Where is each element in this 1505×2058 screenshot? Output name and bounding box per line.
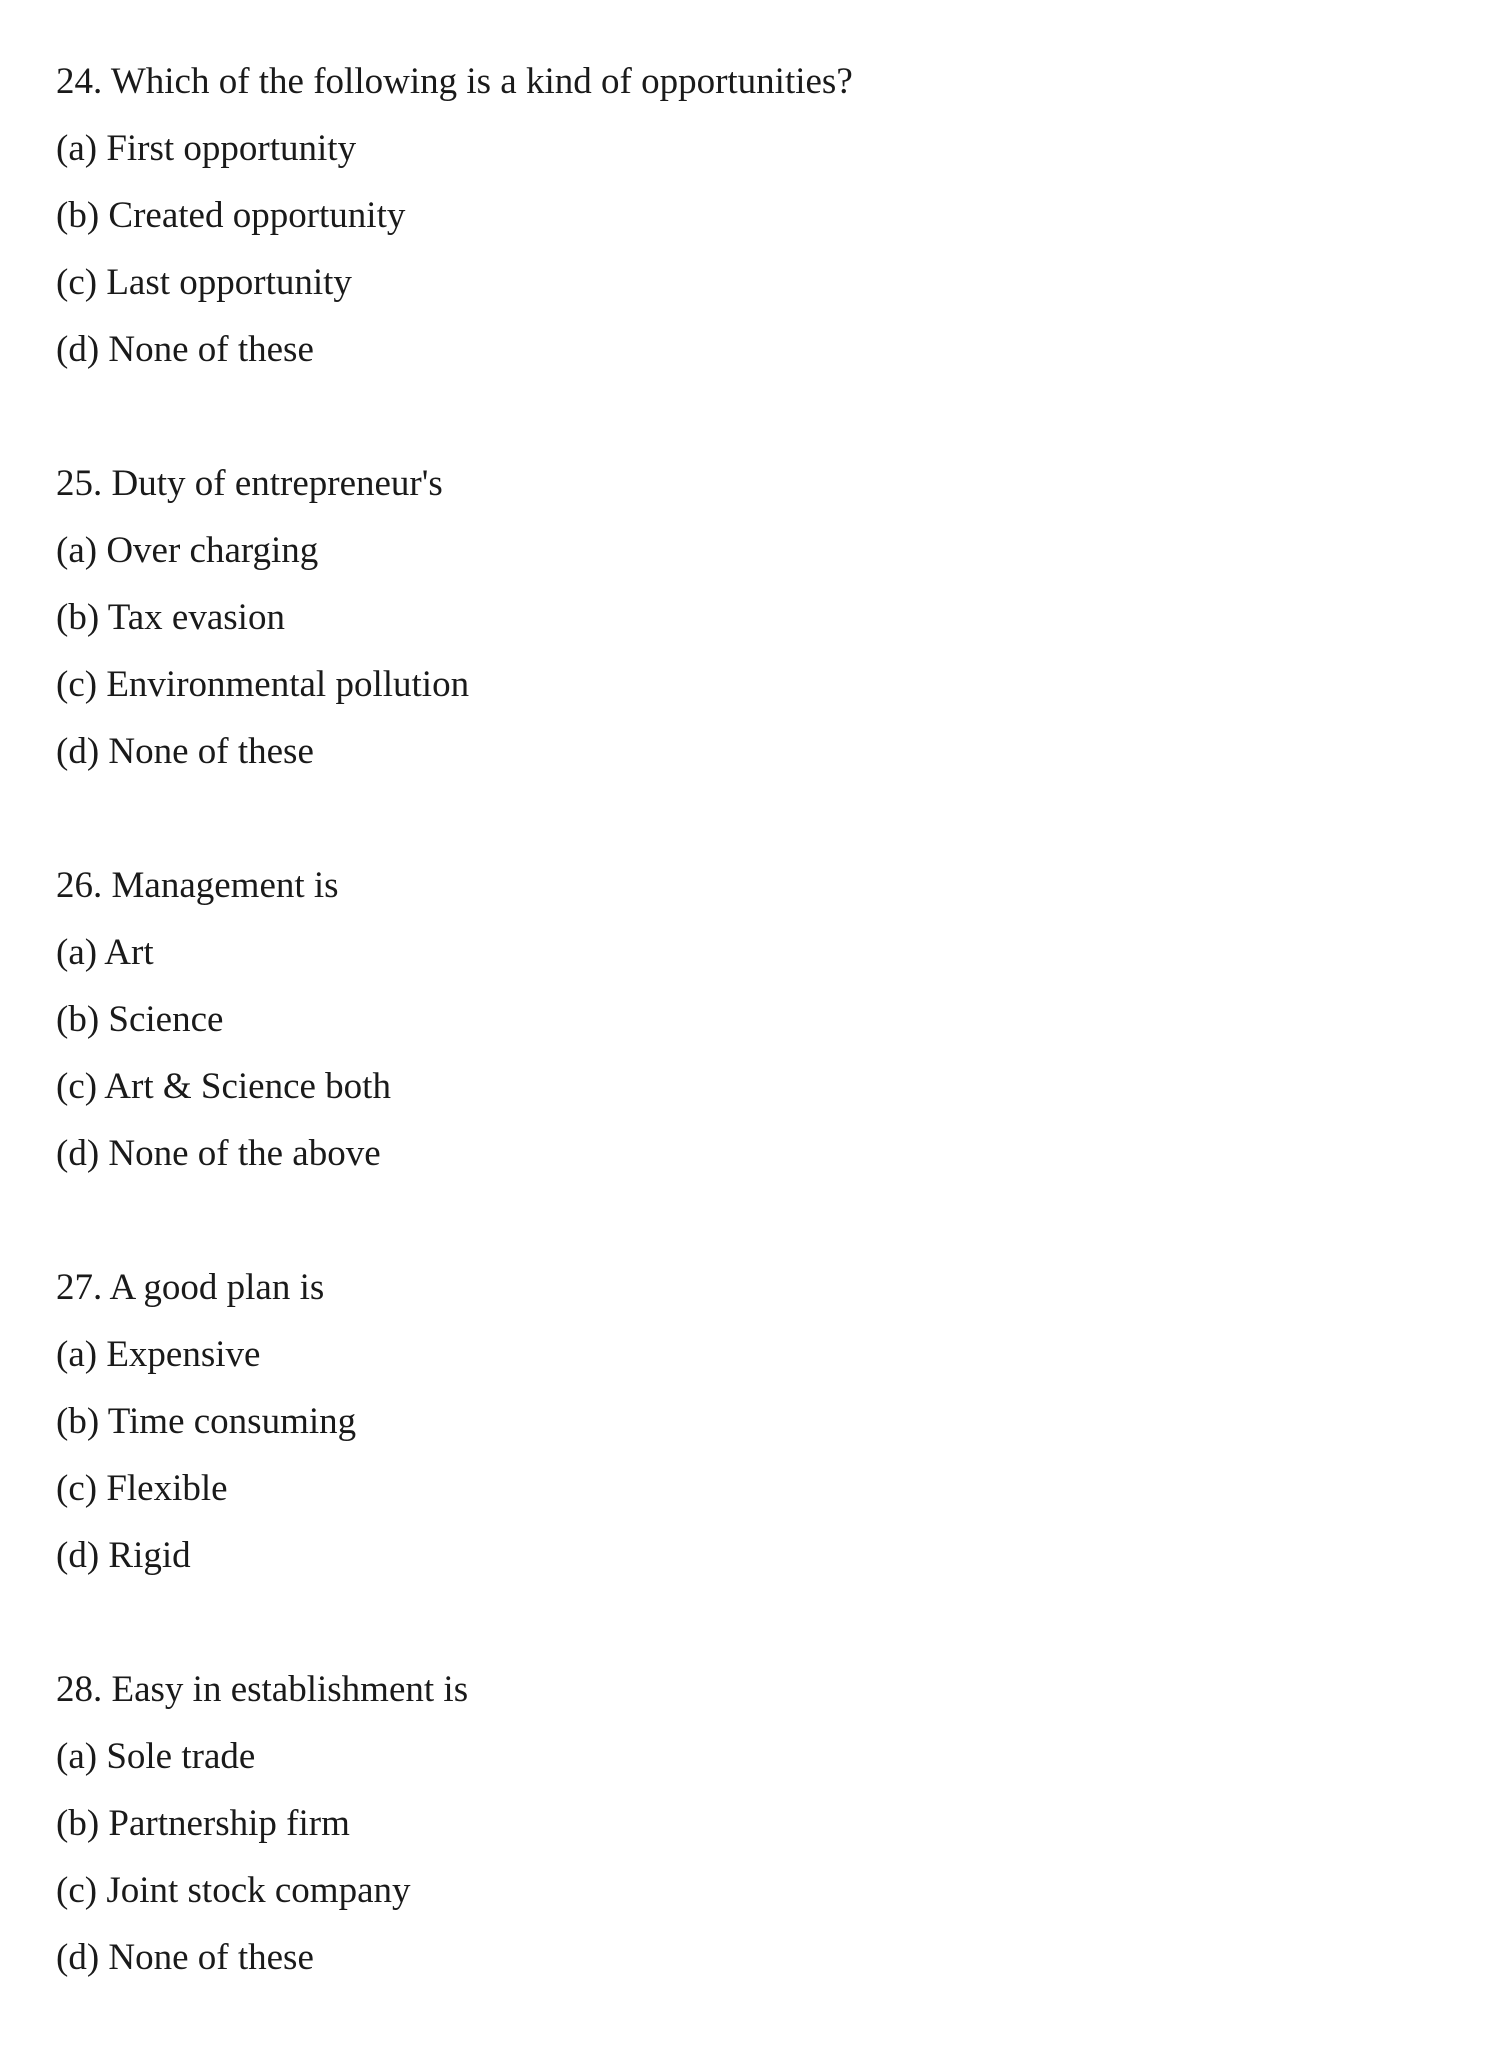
option-d: (d) None of these	[56, 329, 314, 370]
option-d: (d) None of these	[56, 731, 314, 772]
question-text: 28. Easy in establishment is	[56, 1669, 469, 1710]
option-c: (c) Flexible	[56, 1468, 228, 1509]
option-a: (a) Art	[56, 932, 154, 973]
option-d: (d) None of the above	[56, 1133, 381, 1174]
option-a: (a) Over charging	[56, 530, 319, 571]
question-text: 24. Which of the following is a kind of opportunities?	[56, 61, 853, 102]
option-c: (c) Last opportunity	[56, 262, 352, 303]
option-b: (b) Time consuming	[56, 1401, 357, 1442]
option-a: (a) Expensive	[56, 1334, 261, 1375]
option-b: (b) Partnership firm	[56, 1803, 350, 1844]
option-a: (a) First opportunity	[56, 128, 357, 169]
document-page	[56, 48, 1456, 2058]
option-a: (a) Sole trade	[56, 1736, 256, 1777]
option-c: (c) Art & Science both	[56, 1066, 391, 1107]
question-text: 25. Duty of entrepreneur's	[56, 463, 443, 504]
option-c: (c) Environmental pollution	[56, 664, 470, 705]
question-block	[56, 450, 1456, 785]
option-c: (c) Joint stock company	[56, 1870, 411, 1911]
question-block	[56, 852, 1456, 1187]
option-b: (b) Tax evasion	[56, 597, 285, 638]
option-b: (b) Science	[56, 999, 224, 1040]
question-text: 27. A good plan is	[56, 1267, 325, 1308]
option-d: (d) None of these	[56, 1937, 314, 1978]
question-block	[56, 48, 1456, 383]
question-block	[56, 1254, 1456, 1589]
option-d: (d) Rigid	[56, 1535, 191, 1576]
question-text: 26. Management is	[56, 865, 339, 906]
option-b: (b) Created opportunity	[56, 195, 406, 236]
question-block	[56, 1656, 1456, 1991]
